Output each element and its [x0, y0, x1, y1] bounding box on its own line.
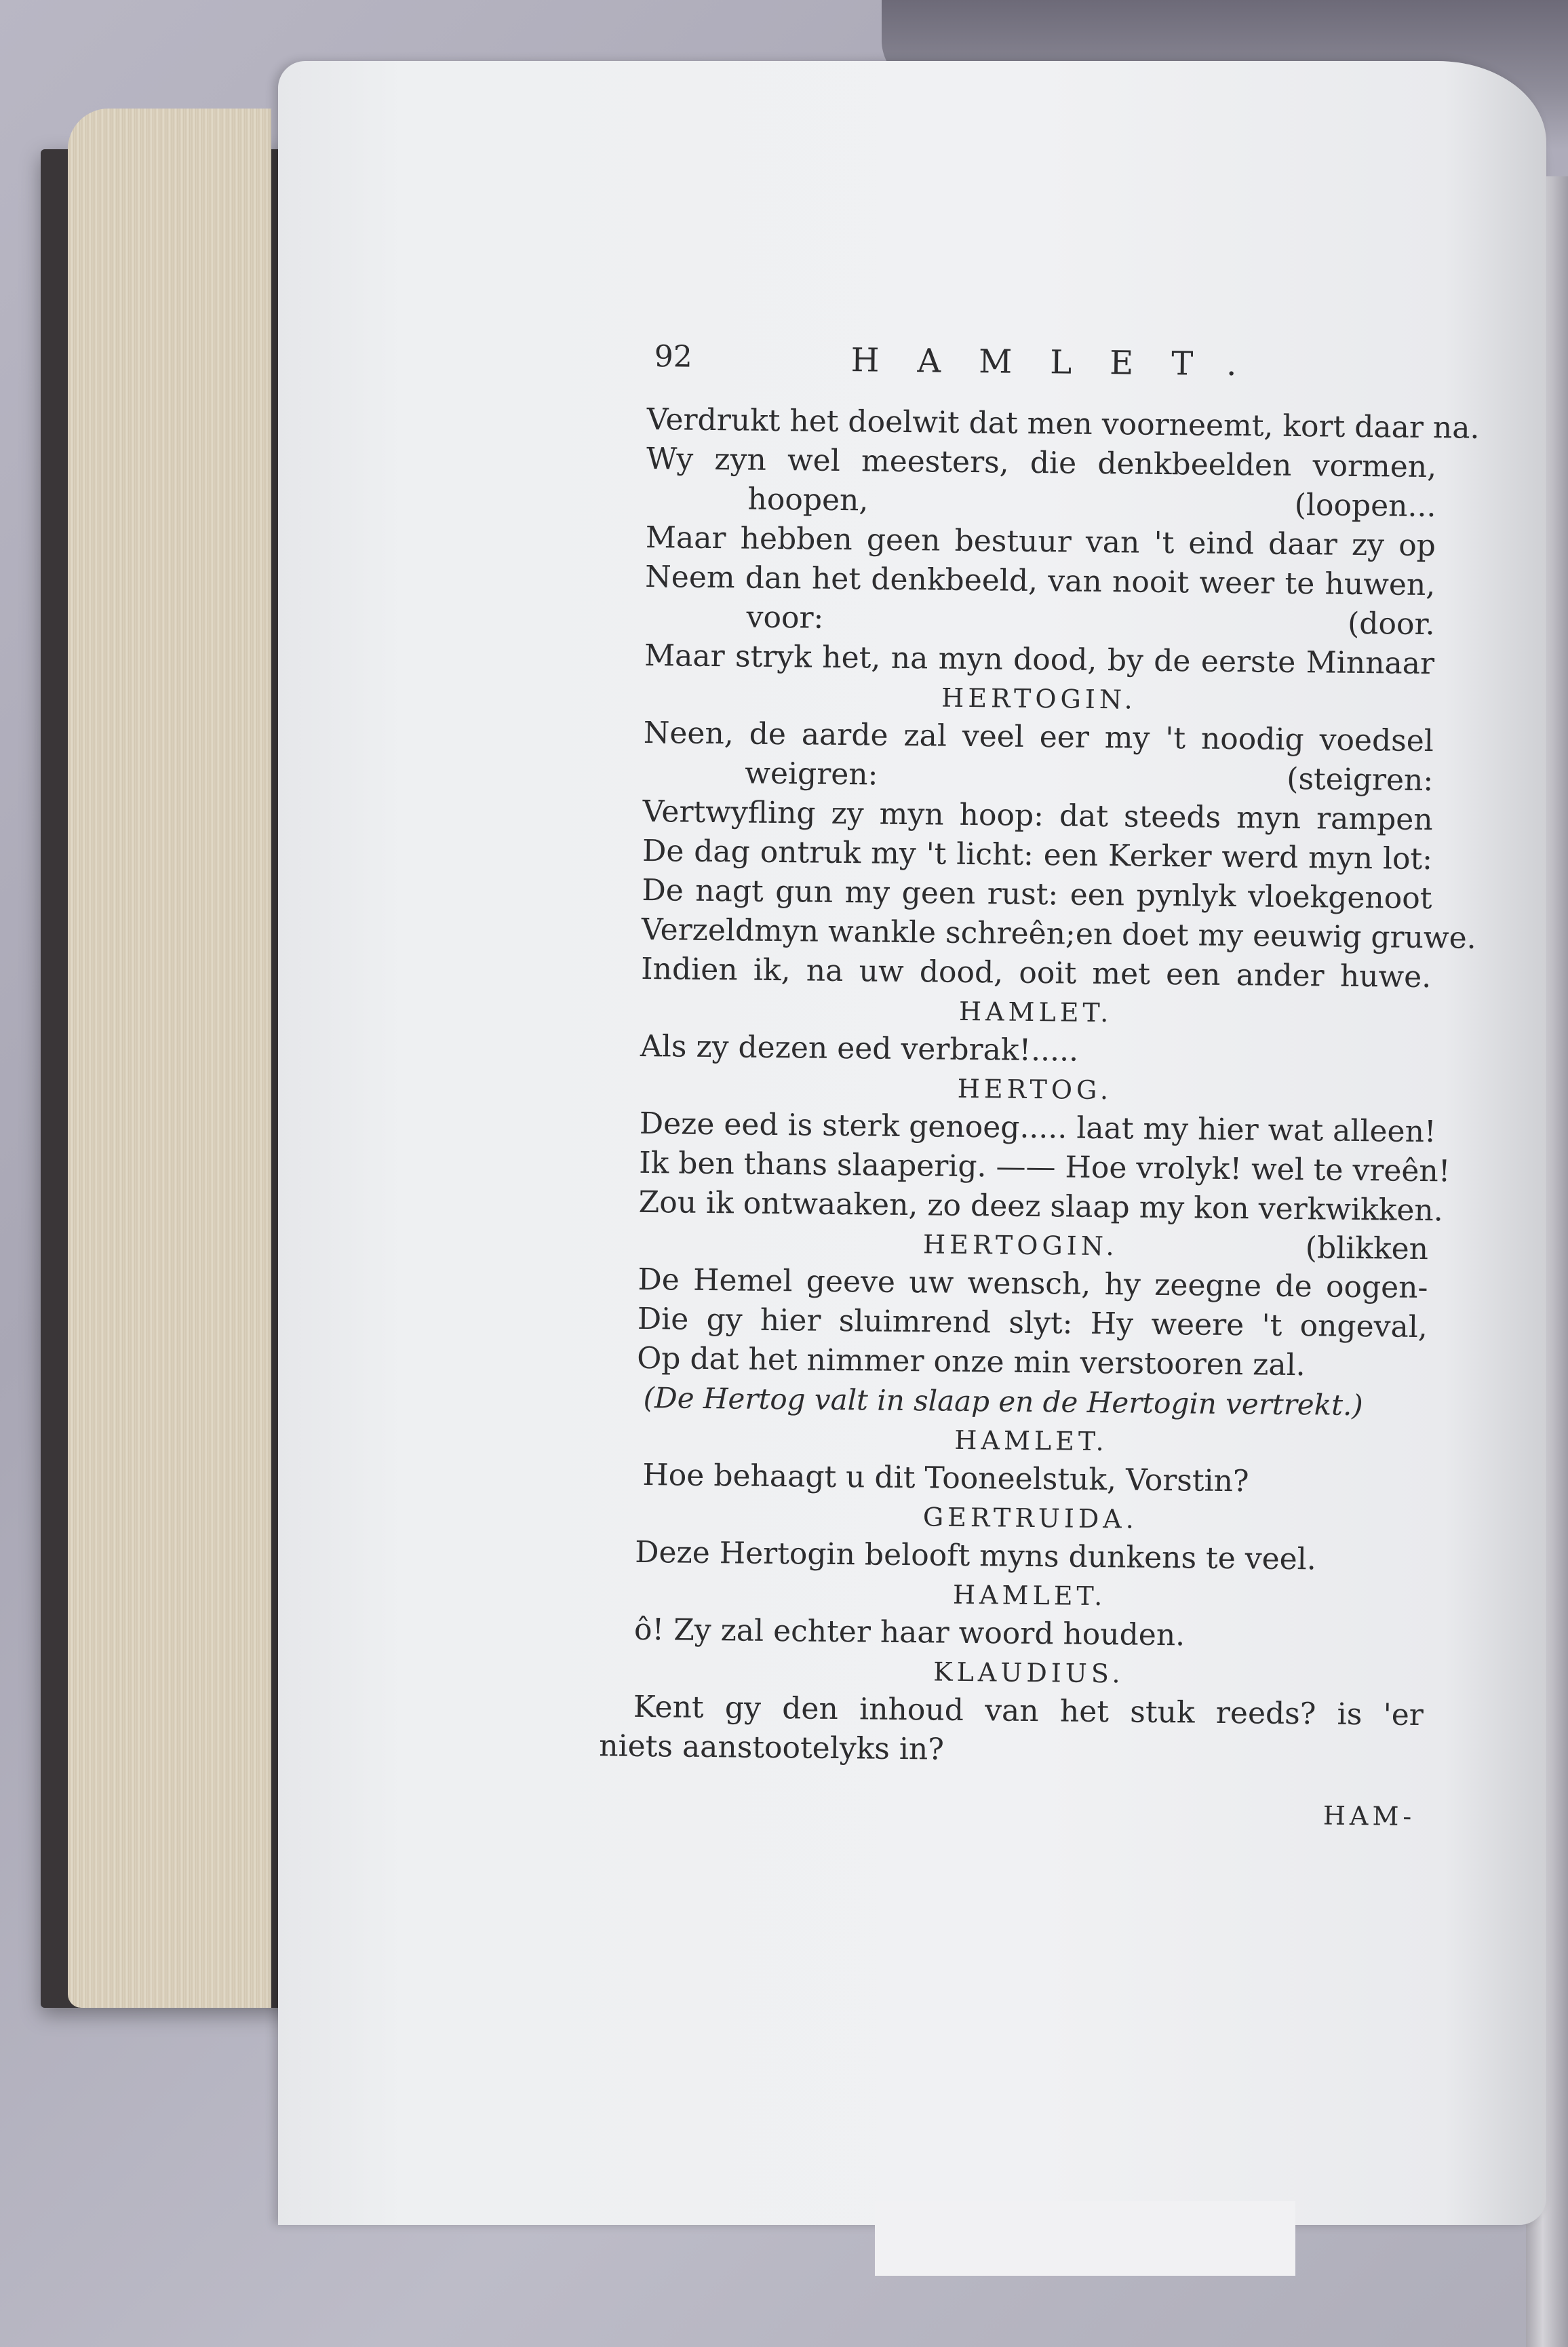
text-line: Vertwyfling zy myn hoop: dat steeds myn rampen — [642, 794, 1433, 838]
speaker-heading: HERTOGIN. — [941, 682, 1137, 715]
text-line: Verdrukt het doelwit dat men voorneemt, kort daar na. — [646, 402, 1480, 446]
page-header — [647, 339, 1438, 408]
text-line: Zou ik ontwaaken, zo deez slaap my kon verkwikken. — [638, 1184, 1444, 1228]
text-line: Deze eed is sterk genoeg..... laat my hier wat alleen! — [639, 1106, 1436, 1150]
text-line: De Hemel geeve uw wensch, hy zeegne de oogen- — [638, 1262, 1428, 1306]
redaction-block — [875, 2201, 1295, 2276]
text-line: Op dat het nimmer onze min verstooren zal. — [636, 1340, 1306, 1383]
speaker-heading: GERTRUIDA. — [922, 1502, 1139, 1534]
turnover-fragment: (loopen... — [1294, 488, 1436, 524]
turnover-fragment: (steigren: — [1287, 761, 1434, 798]
speaker-heading: HERTOG. — [957, 1073, 1113, 1106]
text-line: ô! Zy zal echter haar woord houden. — [633, 1612, 1185, 1653]
running-title: HAMLET. — [850, 341, 1275, 384]
speaker-heading: HAMLET. — [952, 1579, 1107, 1612]
text-line: Neen, de aarde zal veel eer my 't noodig voedsel — [643, 715, 1434, 759]
speaker-heading: HAMLET. — [954, 1424, 1108, 1457]
text-line: niets aanstootelyks in? — [599, 1728, 945, 1767]
text-fragment: hoopen, — [747, 482, 869, 518]
page-edges — [68, 109, 271, 2008]
page-number: 92 — [654, 339, 692, 374]
turnover-fragment: (door. — [1347, 606, 1435, 642]
text-line: Indien ik, na uw dood, ooit met een ander huwe. — [641, 951, 1432, 995]
catchword: HAM- — [1322, 1800, 1416, 1831]
text-fragment: voor: — [746, 600, 824, 636]
text-line: Wy zyn wel meesters, die denkbeelden vormen, — [646, 441, 1437, 485]
text-line: Maar stryk het, na myn dood, by de eerste Minnaar — [644, 638, 1435, 682]
text-line: Ik ben thans slaaperig. —— Hoe vrolyk! wel te vreên! — [639, 1145, 1451, 1189]
text-line: De nagt gun my geen rust: een pynlyk vloekgenoot — [642, 872, 1432, 916]
text-line: Verzeldmyn wankle schreên;en doet my eeuwig gruwe. — [641, 912, 1476, 956]
turnover-fragment: (blikken — [1305, 1230, 1429, 1267]
text-line: Als zy dezen eed verbrak!..... — [640, 1028, 1079, 1068]
text-line: Kent gy den inhoud van het stuk reeds? is 'er — [633, 1689, 1424, 1733]
speaker-heading: KLAUDIUS. — [933, 1656, 1124, 1689]
text-line: Deze Hertogin belooft myns dunkens te veel. — [635, 1534, 1317, 1577]
page-text — [599, 339, 1480, 1831]
speaker-heading: HERTOGIN. — [922, 1229, 1118, 1262]
speaker-heading: HAMLET. — [958, 996, 1113, 1028]
text-line: Maar hebben geen bestuur van 't eind daar zy op — [645, 520, 1436, 564]
text-line: Hoe behaagt u dit Tooneelstuk, Vorstin? — [642, 1458, 1249, 1499]
text-line: De dag ontruk my 't licht: een Kerker werd myn lot: — [642, 833, 1433, 877]
text-fragment: weigren: — [745, 756, 878, 792]
stage-direction: (De Hertog valt in slaap en de Hertogin vertrekt.) — [643, 1381, 1363, 1422]
text-line: Die gy hier sluimrend slyt: Hy weere 't ongeval, — [637, 1301, 1428, 1345]
text-line: Neem dan het denkbeeld, van nooit weer te huwen, — [645, 559, 1436, 603]
